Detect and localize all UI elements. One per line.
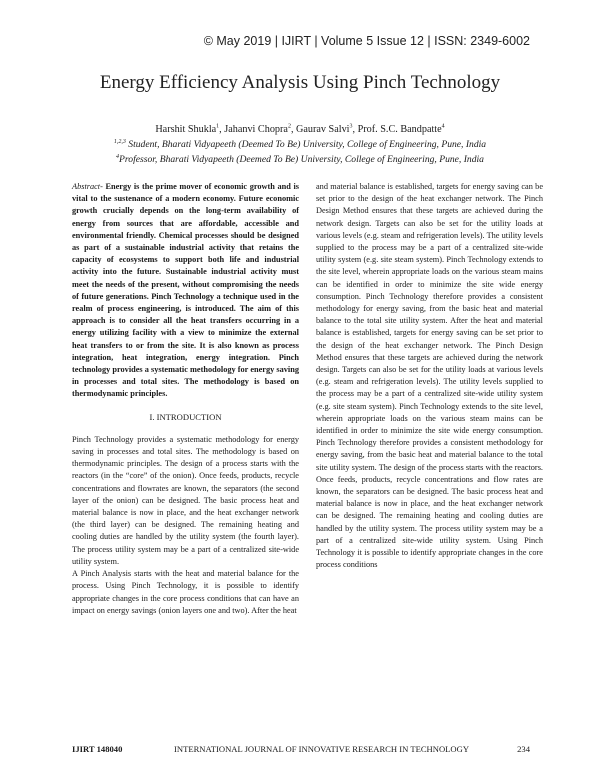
affiliation-professor bbox=[0, 154, 600, 165]
section-heading-introduction: I. INTRODUCTION bbox=[149, 411, 222, 422]
right-column bbox=[316, 181, 543, 572]
author-list bbox=[0, 124, 600, 135]
author-separator: , bbox=[290, 124, 297, 135]
affiliation-2-text: Professor, Bharati Vidyapeeth (Deemed To Be) University, College of Engineering, Pune, India bbox=[119, 154, 484, 165]
page-footer bbox=[72, 744, 530, 758]
affiliation-1-sup: 1,2,3 bbox=[113, 138, 126, 145]
left-column bbox=[72, 181, 299, 617]
author-3-sup: 3 bbox=[349, 123, 353, 130]
abstract bbox=[72, 181, 299, 401]
author-4-sup: 4 bbox=[441, 123, 445, 130]
author-2: Jahanvi Chopra bbox=[224, 124, 288, 135]
intro-paragraph-2: A Pinch Analysis starts with the heat and material balance for the process. Using Pinch Technology, it is possible to identify appropriate changes in the core process conditions that can have an impact on energy savings (onion layers one and two). After the heat bbox=[72, 569, 299, 615]
author-separator: , bbox=[219, 124, 225, 135]
footer-journal-name: INTERNATIONAL JOURNAL OF INNOVATIVE RESEARCH IN TECHNOLOGY bbox=[174, 744, 470, 754]
journal-header: © May 2019 | IJIRT | Volume 5 Issue 12 | ISSN: 2349-6002 bbox=[203, 34, 530, 48]
affiliation-2-sup: 4 bbox=[116, 153, 120, 160]
author-2-sup: 2 bbox=[287, 123, 291, 130]
author-1: Harshit Shukla bbox=[155, 124, 217, 135]
intro-paragraph-3: and material balance is established, targets for energy saving can be set prior to the design of the heat exchanger network. The Pinch Design Method ensures that these targets are achieved during the network design. Targets can also be set for the utility loads at various levels (e.g. steam and refrigeration levels). The utility levels supplied to the process may be a part of a centralized site-wide utility system (e.g. site steam system). Pinch Technology extends to the site level, wherein appropriate loads on the various steam mains can be identified in order to minimize the site wide energy consumption. Pinch Technology therefore provides a consistent methodology for energy saving, from the basic heat and material balance to the total site utility system. After the heat and material balance is established, targets for energy saving can be set prior to the design of the heat exchanger network. The Pinch Design Method ensures that these targets are achieved during the network design. Targets can also be set for the utility loads at various levels (e.g. steam and refrigeration levels). The utility levels supplied to the process may be a part of a centralized site-wide utility system (e.g. site steam system). Pinch Technology extends to the site level, wherein appropriate loads on the various steam mains can be identified in order to minimize the site wide energy consumption. Pinch Technology therefore provides a consistent methodology for energy saving, from the basic heat and material balance to the total site utility system. The design of the process starts with the reactors. Once feeds, products, recycle concentrations and flow rates are known, the separators can be designed. The basic process heat and material balance is now in place, and the heat exchanger network can be designed. The remaining heating and cooling duties are handled by the utility system. The process utility system may be a part of a centralized site-wide utility system. Using Pinch Technology it is possible to identify appropriate changes in the core process conditions bbox=[316, 182, 543, 570]
affiliation-students bbox=[0, 139, 600, 150]
footer-paper-id: IJIRT 148040 bbox=[72, 744, 123, 754]
intro-paragraph-1: Pinch Technology provides a systematic methodology for energy saving in processes and total sites. The methodology is based on thermodynamic principles. The design of a process starts with the reactors (in the “core” of the onion). Once feeds, products, recycle concentrations and flowrates are known, the separators (the second layer of the onion) can be designed. The basic process heat and material balance is now in place, and the heat exchanger network (the third layer) can be designed. The remaining heating and cooling duties are handled by the utility system (the fourth layer). The process utility system may be a part of a centralized site-wide utility system. bbox=[72, 434, 299, 566]
author-separator: , bbox=[352, 124, 358, 135]
author-1-sup: 1 bbox=[216, 123, 220, 130]
author-3: Gaurav Salvi bbox=[296, 124, 350, 135]
abstract-text: Energy is the prime mover of economic growth and is vital to the sustenance of a modern economy. Future economic growth crucially depends on the long-term availability of energy from sources that are affordable, accessible and environmental friendly. Chemical processes should be designed as part of a sustainable industrial activity that retains the capacity of ecosystems to support both life and industrial activity into the future. Sustainable industrial activity must meet the needs of the present, without compromising the needs of future generations. Pinch Technology a technique used in the realm of process engineering, is introduced. The aim of this approach is to consider all the heat transfers occurring in a energy utilizing facility with a view to minimize the external heat transfers to or from the site. It is also known as process integration, heat integration, energy integration. Pinch technology provides a systematic methodology for energy saving in processes and total sites. The methodology is based on thermodynamic principles. bbox=[72, 182, 299, 399]
paper-title: Energy Efficiency Analysis Using Pinch Technology bbox=[99, 72, 501, 93]
page-number: 234 bbox=[517, 744, 530, 754]
affiliation-1-text: Student, Bharati Vidyapeeth (Deemed To Be) University, College of Engineering, Pune, India bbox=[125, 139, 487, 150]
author-4: Prof. S.C. Bandpatte bbox=[357, 124, 442, 135]
abstract-label: Abstract- bbox=[72, 182, 103, 191]
